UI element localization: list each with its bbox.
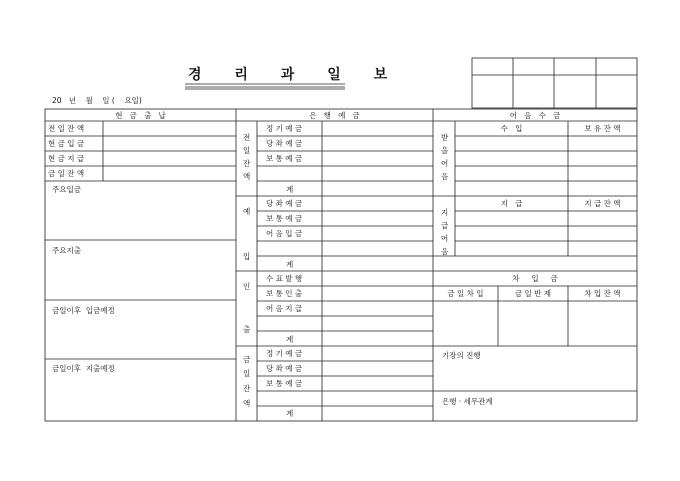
withdraw-char: 인 — [243, 282, 251, 291]
pay-char: 지 — [441, 208, 449, 217]
bank-item-label: 보 통 예 금 — [266, 379, 303, 388]
subtotal-label: 계 — [286, 185, 294, 194]
cash-row-label: 현 금 입 금 — [48, 139, 85, 148]
receive-char: 음 — [441, 172, 449, 181]
prev-balance-char: 잔 — [243, 159, 251, 168]
major-payments-label: 주요지출 — [52, 246, 81, 255]
major-receipts-label: 주요입금 — [52, 185, 81, 194]
column-header: 차 입 잔 액 — [584, 289, 621, 298]
bank-item-label: 어 음 지 급 — [266, 304, 303, 313]
other-label: 기장의 진행 — [442, 351, 481, 360]
deposit-char: 입 — [243, 252, 251, 261]
receive-char: 받 — [441, 133, 449, 142]
bank-tax-label: 은행 · 세무관계 — [442, 397, 493, 406]
today-balance-char: 금 — [243, 355, 251, 364]
planned-payments-label: 금일이후 지출예정 — [52, 364, 115, 373]
bank-item-label: 당 좌 예 금 — [266, 199, 303, 208]
bank-item-label: 어 음 입 금 — [266, 229, 303, 238]
column-header: 지 급 — [500, 199, 523, 208]
prev-balance-char: 일 — [243, 146, 251, 155]
planned-receipts-label: 금일이후 입금예정 — [52, 306, 115, 315]
prev-balance-char: 전 — [243, 133, 251, 142]
pay-char: 음 — [441, 247, 449, 256]
page-title: 경 리 과 일 보 — [188, 67, 402, 83]
bank-item-label: 당 좌 예 금 — [266, 364, 303, 373]
bank-item-label: 보 통 예 금 — [266, 154, 303, 163]
receive-char: 어 — [441, 159, 449, 168]
subtotal-label: 계 — [286, 260, 294, 269]
deposit-char: 예 — [243, 207, 251, 216]
prev-balance-char: 액 — [243, 172, 251, 181]
today-balance-char: 일 — [243, 369, 251, 378]
column-header: 금 일 차 입 — [447, 289, 484, 298]
bank-item-label: 당 좌 예 금 — [266, 139, 303, 148]
bank-header: 은 행 예 금 — [309, 111, 360, 120]
column-header: 금 일 반 제 — [514, 289, 552, 298]
notes-header: 어 음 수 금 — [509, 111, 561, 120]
today-balance-char: 액 — [243, 399, 251, 408]
today-balance-char: 잔 — [243, 384, 251, 393]
column-header: 수 입 — [500, 124, 523, 133]
date-line: 20 년 월 일 ( 요일) — [52, 96, 142, 105]
cash-row-label: 현 금 지 급 — [48, 154, 85, 163]
loan-header: 차 입 금 — [512, 274, 558, 283]
cash-row-label: 금 일 잔 액 — [48, 169, 85, 178]
column-header: 보 유 잔 액 — [584, 124, 621, 133]
bank-item-label: 정 기 예 금 — [266, 124, 303, 133]
column-header: 지 급 잔 액 — [584, 199, 621, 208]
bank-item-label: 수 표 발 행 — [266, 274, 303, 283]
pay-char: 급 — [441, 221, 449, 230]
subtotal-label: 계 — [286, 335, 294, 344]
bank-item-label: 보 통 인 출 — [266, 289, 303, 298]
withdraw-char: 출 — [243, 325, 251, 334]
pay-char: 어 — [441, 234, 449, 243]
bank-item-label: 정 기 예 금 — [266, 349, 303, 358]
cash-header: 현 금 출 납 — [115, 111, 166, 120]
receive-char: 을 — [441, 146, 449, 155]
cash-row-label: 전 일 잔 액 — [48, 124, 85, 133]
bank-item-label: 보 통 예 금 — [266, 214, 303, 223]
subtotal-label: 계 — [286, 409, 294, 418]
